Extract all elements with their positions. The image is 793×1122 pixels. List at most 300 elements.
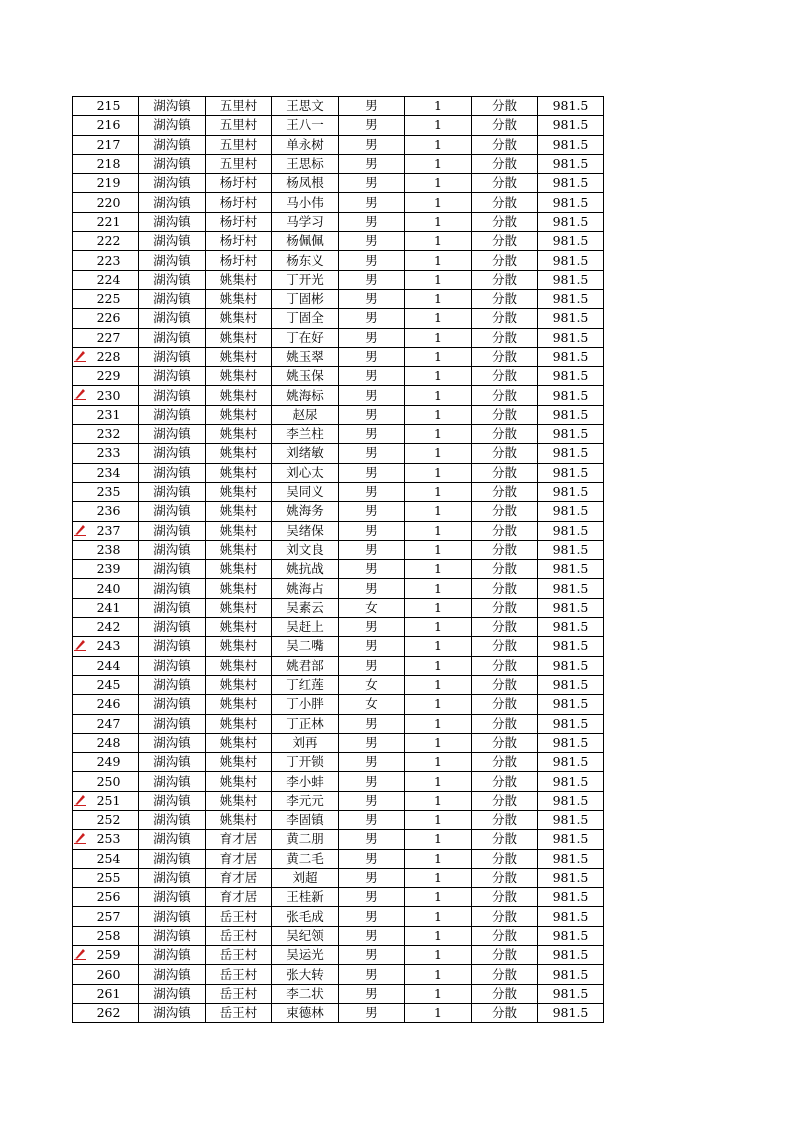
cell-village: 姚集村 <box>206 386 272 405</box>
cell-amount: 981.5 <box>538 810 604 829</box>
cell-amount: 981.5 <box>538 347 604 366</box>
table-row <box>73 328 604 347</box>
cell-gender: 男 <box>339 367 405 386</box>
cell-type: 分散 <box>472 907 538 926</box>
cell-amount: 981.5 <box>538 637 604 656</box>
cell-name: 姚海务 <box>272 502 339 521</box>
cell-gender: 男 <box>339 830 405 849</box>
cell-amount: 981.5 <box>538 405 604 424</box>
cell-type: 分散 <box>472 868 538 887</box>
cell-village: 杨圩村 <box>206 232 272 251</box>
cell-number: 218 <box>73 154 139 173</box>
cell-town: 湖沟镇 <box>139 347 206 366</box>
table-row <box>73 232 604 251</box>
cell-village: 姚集村 <box>206 560 272 579</box>
pen-marker-icon <box>74 639 86 651</box>
cell-number: 250 <box>73 772 139 791</box>
cell-gender: 男 <box>339 251 405 270</box>
table-row <box>73 135 604 154</box>
cell-gender: 男 <box>339 309 405 328</box>
table-row <box>73 97 604 116</box>
cell-name: 马学习 <box>272 212 339 231</box>
cell-number: 255 <box>73 868 139 887</box>
cell-type: 分散 <box>472 926 538 945</box>
cell-gender: 男 <box>339 232 405 251</box>
table-row <box>73 868 604 887</box>
cell-town: 湖沟镇 <box>139 598 206 617</box>
cell-gender: 男 <box>339 425 405 444</box>
cell-number: 260 <box>73 965 139 984</box>
cell-type: 分散 <box>472 618 538 637</box>
cell-town: 湖沟镇 <box>139 656 206 675</box>
cell-town: 湖沟镇 <box>139 386 206 405</box>
cell-village: 育才居 <box>206 830 272 849</box>
cell-count: 1 <box>405 97 472 116</box>
cell-count: 1 <box>405 289 472 308</box>
cell-town: 湖沟镇 <box>139 926 206 945</box>
cell-town: 湖沟镇 <box>139 560 206 579</box>
table-row <box>73 212 604 231</box>
cell-village: 姚集村 <box>206 347 272 366</box>
cell-type: 分散 <box>472 367 538 386</box>
cell-type: 分散 <box>472 946 538 965</box>
cell-amount: 981.5 <box>538 289 604 308</box>
cell-town: 湖沟镇 <box>139 868 206 887</box>
table-row <box>73 830 604 849</box>
cell-type: 分散 <box>472 984 538 1003</box>
cell-type: 分散 <box>472 830 538 849</box>
cell-amount: 981.5 <box>538 868 604 887</box>
cell-gender: 男 <box>339 579 405 598</box>
cell-gender: 男 <box>339 1003 405 1022</box>
cell-village: 杨圩村 <box>206 174 272 193</box>
cell-village: 岳王村 <box>206 965 272 984</box>
cell-town: 湖沟镇 <box>139 946 206 965</box>
cell-type: 分散 <box>472 733 538 752</box>
cell-name: 姚抗战 <box>272 560 339 579</box>
cell-amount: 981.5 <box>538 386 604 405</box>
cell-name: 王桂新 <box>272 888 339 907</box>
cell-village: 姚集村 <box>206 405 272 424</box>
cell-village: 姚集村 <box>206 309 272 328</box>
table-row <box>73 637 604 656</box>
cell-village: 姚集村 <box>206 444 272 463</box>
cell-count: 1 <box>405 579 472 598</box>
pen-marker-icon <box>74 948 86 960</box>
table-row <box>73 579 604 598</box>
cell-type: 分散 <box>472 675 538 694</box>
cell-name: 王八一 <box>272 116 339 135</box>
cell-number: 241 <box>73 598 139 617</box>
cell-name: 吴二嘴 <box>272 637 339 656</box>
table-row <box>73 154 604 173</box>
cell-village: 杨圩村 <box>206 251 272 270</box>
cell-name: 姚海标 <box>272 386 339 405</box>
cell-town: 湖沟镇 <box>139 425 206 444</box>
cell-number: 252 <box>73 810 139 829</box>
cell-type: 分散 <box>472 791 538 810</box>
cell-town: 湖沟镇 <box>139 482 206 501</box>
cell-count: 1 <box>405 984 472 1003</box>
cell-type: 分散 <box>472 405 538 424</box>
cell-amount: 981.5 <box>538 328 604 347</box>
pen-marker-icon <box>74 350 86 362</box>
cell-number: 240 <box>73 579 139 598</box>
cell-gender: 女 <box>339 675 405 694</box>
table-row <box>73 560 604 579</box>
cell-town: 湖沟镇 <box>139 212 206 231</box>
cell-town: 湖沟镇 <box>139 116 206 135</box>
cell-name: 李兰柱 <box>272 425 339 444</box>
cell-name: 吴赶上 <box>272 618 339 637</box>
cell-amount: 981.5 <box>538 753 604 772</box>
cell-amount: 981.5 <box>538 1003 604 1022</box>
cell-town: 湖沟镇 <box>139 309 206 328</box>
cell-amount: 981.5 <box>538 251 604 270</box>
cell-number: 235 <box>73 482 139 501</box>
cell-count: 1 <box>405 675 472 694</box>
cell-village: 姚集村 <box>206 598 272 617</box>
cell-town: 湖沟镇 <box>139 791 206 810</box>
cell-town: 湖沟镇 <box>139 232 206 251</box>
cell-count: 1 <box>405 232 472 251</box>
cell-count: 1 <box>405 753 472 772</box>
cell-village: 姚集村 <box>206 270 272 289</box>
table-row <box>73 714 604 733</box>
cell-number: 245 <box>73 675 139 694</box>
cell-number: 221 <box>73 212 139 231</box>
cell-village: 姚集村 <box>206 463 272 482</box>
cell-type: 分散 <box>472 193 538 212</box>
cell-gender: 男 <box>339 444 405 463</box>
cell-gender: 男 <box>339 347 405 366</box>
cell-village: 姚集村 <box>206 695 272 714</box>
cell-village: 姚集村 <box>206 521 272 540</box>
cell-amount: 981.5 <box>538 540 604 559</box>
cell-count: 1 <box>405 251 472 270</box>
cell-count: 1 <box>405 907 472 926</box>
cell-count: 1 <box>405 482 472 501</box>
cell-number: 215 <box>73 97 139 116</box>
cell-town: 湖沟镇 <box>139 810 206 829</box>
cell-gender: 男 <box>339 289 405 308</box>
cell-town: 湖沟镇 <box>139 907 206 926</box>
cell-town: 湖沟镇 <box>139 733 206 752</box>
cell-name: 李固镇 <box>272 810 339 829</box>
cell-count: 1 <box>405 791 472 810</box>
cell-amount: 981.5 <box>538 482 604 501</box>
cell-count: 1 <box>405 154 472 173</box>
table-row <box>73 309 604 328</box>
cell-village: 姚集村 <box>206 810 272 829</box>
cell-name: 丁红莲 <box>272 675 339 694</box>
cell-count: 1 <box>405 328 472 347</box>
cell-name: 杨凤根 <box>272 174 339 193</box>
table-row <box>73 1003 604 1022</box>
cell-number: 257 <box>73 907 139 926</box>
cell-gender: 男 <box>339 772 405 791</box>
cell-number: 243 <box>73 637 139 656</box>
cell-number: 217 <box>73 135 139 154</box>
cell-village: 岳王村 <box>206 1003 272 1022</box>
table-row <box>73 444 604 463</box>
table-row <box>73 270 604 289</box>
cell-name: 丁固彬 <box>272 289 339 308</box>
cell-amount: 981.5 <box>538 193 604 212</box>
cell-town: 湖沟镇 <box>139 830 206 849</box>
cell-town: 湖沟镇 <box>139 97 206 116</box>
table-row <box>73 849 604 868</box>
cell-name: 丁开锁 <box>272 753 339 772</box>
cell-number: 258 <box>73 926 139 945</box>
cell-town: 湖沟镇 <box>139 289 206 308</box>
cell-town: 湖沟镇 <box>139 270 206 289</box>
cell-count: 1 <box>405 926 472 945</box>
cell-number: 223 <box>73 251 139 270</box>
cell-count: 1 <box>405 212 472 231</box>
cell-town: 湖沟镇 <box>139 984 206 1003</box>
pen-marker-icon <box>74 832 86 844</box>
table-row <box>73 984 604 1003</box>
cell-count: 1 <box>405 772 472 791</box>
cell-gender: 男 <box>339 135 405 154</box>
cell-village: 姚集村 <box>206 579 272 598</box>
table-row <box>73 174 604 193</box>
cell-type: 分散 <box>472 579 538 598</box>
cell-amount: 981.5 <box>538 97 604 116</box>
cell-number: 227 <box>73 328 139 347</box>
cell-count: 1 <box>405 174 472 193</box>
cell-town: 湖沟镇 <box>139 521 206 540</box>
cell-type: 分散 <box>472 637 538 656</box>
cell-amount: 981.5 <box>538 270 604 289</box>
cell-type: 分散 <box>472 463 538 482</box>
cell-gender: 男 <box>339 637 405 656</box>
cell-village: 五里村 <box>206 154 272 173</box>
cell-number: 226 <box>73 309 139 328</box>
cell-village: 五里村 <box>206 116 272 135</box>
cell-name: 单永树 <box>272 135 339 154</box>
cell-name: 吴纪领 <box>272 926 339 945</box>
cell-amount: 981.5 <box>538 174 604 193</box>
table-row <box>73 386 604 405</box>
cell-type: 分散 <box>472 386 538 405</box>
cell-gender: 男 <box>339 810 405 829</box>
cell-type: 分散 <box>472 810 538 829</box>
table-row <box>73 656 604 675</box>
cell-count: 1 <box>405 193 472 212</box>
cell-number: 216 <box>73 116 139 135</box>
cell-count: 1 <box>405 733 472 752</box>
cell-gender: 男 <box>339 521 405 540</box>
cell-type: 分散 <box>472 695 538 714</box>
table-row <box>73 521 604 540</box>
cell-type: 分散 <box>472 753 538 772</box>
cell-name: 李元元 <box>272 791 339 810</box>
cell-name: 刘心太 <box>272 463 339 482</box>
cell-name: 姚玉保 <box>272 367 339 386</box>
cell-village: 五里村 <box>206 97 272 116</box>
table-row <box>73 540 604 559</box>
table-row <box>73 695 604 714</box>
cell-amount: 981.5 <box>538 618 604 637</box>
cell-count: 1 <box>405 560 472 579</box>
cell-count: 1 <box>405 888 472 907</box>
cell-town: 湖沟镇 <box>139 174 206 193</box>
cell-village: 姚集村 <box>206 367 272 386</box>
cell-gender: 男 <box>339 328 405 347</box>
cell-village: 姚集村 <box>206 618 272 637</box>
cell-gender: 男 <box>339 618 405 637</box>
cell-count: 1 <box>405 598 472 617</box>
cell-name: 王思文 <box>272 97 339 116</box>
cell-type: 分散 <box>472 444 538 463</box>
cell-number: 256 <box>73 888 139 907</box>
record-table <box>72 96 604 1023</box>
cell-amount: 981.5 <box>538 579 604 598</box>
cell-type: 分散 <box>472 521 538 540</box>
cell-name: 黄二毛 <box>272 849 339 868</box>
cell-name: 黄二朋 <box>272 830 339 849</box>
cell-gender: 男 <box>339 965 405 984</box>
cell-village: 姚集村 <box>206 675 272 694</box>
cell-town: 湖沟镇 <box>139 753 206 772</box>
cell-village: 岳王村 <box>206 946 272 965</box>
cell-name: 张毛成 <box>272 907 339 926</box>
cell-town: 湖沟镇 <box>139 714 206 733</box>
cell-amount: 981.5 <box>538 695 604 714</box>
cell-type: 分散 <box>472 174 538 193</box>
cell-amount: 981.5 <box>538 926 604 945</box>
cell-count: 1 <box>405 849 472 868</box>
cell-count: 1 <box>405 965 472 984</box>
cell-count: 1 <box>405 540 472 559</box>
table-row <box>73 675 604 694</box>
cell-number: 237 <box>73 521 139 540</box>
cell-village: 姚集村 <box>206 772 272 791</box>
cell-name: 丁正林 <box>272 714 339 733</box>
cell-count: 1 <box>405 1003 472 1022</box>
cell-type: 分散 <box>472 97 538 116</box>
cell-number: 220 <box>73 193 139 212</box>
cell-type: 分散 <box>472 289 538 308</box>
cell-type: 分散 <box>472 347 538 366</box>
table-row <box>73 810 604 829</box>
cell-amount: 981.5 <box>538 888 604 907</box>
cell-count: 1 <box>405 347 472 366</box>
cell-amount: 981.5 <box>538 772 604 791</box>
table-row <box>73 733 604 752</box>
cell-town: 湖沟镇 <box>139 367 206 386</box>
table-row <box>73 772 604 791</box>
cell-gender: 男 <box>339 482 405 501</box>
cell-count: 1 <box>405 309 472 328</box>
cell-gender: 男 <box>339 888 405 907</box>
cell-amount: 981.5 <box>538 733 604 752</box>
cell-number: 219 <box>73 174 139 193</box>
cell-gender: 男 <box>339 97 405 116</box>
cell-town: 湖沟镇 <box>139 463 206 482</box>
cell-name: 李小蚌 <box>272 772 339 791</box>
cell-amount: 981.5 <box>538 907 604 926</box>
table-row <box>73 965 604 984</box>
cell-name: 赵尿 <box>272 405 339 424</box>
cell-village: 姚集村 <box>206 289 272 308</box>
cell-amount: 981.5 <box>538 521 604 540</box>
cell-town: 湖沟镇 <box>139 251 206 270</box>
cell-amount: 981.5 <box>538 598 604 617</box>
cell-number: 259 <box>73 946 139 965</box>
cell-number: 234 <box>73 463 139 482</box>
table-row <box>73 367 604 386</box>
cell-number: 254 <box>73 849 139 868</box>
cell-number: 222 <box>73 232 139 251</box>
cell-name: 王思标 <box>272 154 339 173</box>
cell-village: 姚集村 <box>206 733 272 752</box>
table-row <box>73 289 604 308</box>
cell-gender: 男 <box>339 984 405 1003</box>
cell-type: 分散 <box>472 1003 538 1022</box>
table-row <box>73 618 604 637</box>
cell-gender: 男 <box>339 154 405 173</box>
cell-type: 分散 <box>472 560 538 579</box>
cell-type: 分散 <box>472 309 538 328</box>
table-row <box>73 425 604 444</box>
cell-number: 239 <box>73 560 139 579</box>
cell-amount: 981.5 <box>538 463 604 482</box>
cell-amount: 981.5 <box>538 154 604 173</box>
cell-count: 1 <box>405 714 472 733</box>
cell-amount: 981.5 <box>538 965 604 984</box>
cell-village: 姚集村 <box>206 656 272 675</box>
cell-town: 湖沟镇 <box>139 1003 206 1022</box>
cell-type: 分散 <box>472 714 538 733</box>
cell-amount: 981.5 <box>538 656 604 675</box>
cell-type: 分散 <box>472 656 538 675</box>
cell-gender: 男 <box>339 560 405 579</box>
cell-town: 湖沟镇 <box>139 579 206 598</box>
cell-village: 杨圩村 <box>206 193 272 212</box>
cell-name: 刘文良 <box>272 540 339 559</box>
cell-amount: 981.5 <box>538 232 604 251</box>
table-row <box>73 753 604 772</box>
cell-count: 1 <box>405 830 472 849</box>
cell-number: 224 <box>73 270 139 289</box>
cell-town: 湖沟镇 <box>139 772 206 791</box>
cell-number: 262 <box>73 1003 139 1022</box>
cell-amount: 981.5 <box>538 135 604 154</box>
cell-type: 分散 <box>472 116 538 135</box>
cell-name: 李二状 <box>272 984 339 1003</box>
cell-gender: 男 <box>339 270 405 289</box>
cell-number: 230 <box>73 386 139 405</box>
cell-type: 分散 <box>472 540 538 559</box>
cell-count: 1 <box>405 810 472 829</box>
cell-type: 分散 <box>472 251 538 270</box>
table-row <box>73 193 604 212</box>
cell-amount: 981.5 <box>538 444 604 463</box>
cell-town: 湖沟镇 <box>139 618 206 637</box>
cell-number: 228 <box>73 347 139 366</box>
cell-name: 马小伟 <box>272 193 339 212</box>
cell-name: 杨佩佩 <box>272 232 339 251</box>
cell-village: 育才居 <box>206 888 272 907</box>
cell-count: 1 <box>405 656 472 675</box>
cell-number: 242 <box>73 618 139 637</box>
cell-count: 1 <box>405 637 472 656</box>
cell-gender: 男 <box>339 502 405 521</box>
table-row <box>73 946 604 965</box>
